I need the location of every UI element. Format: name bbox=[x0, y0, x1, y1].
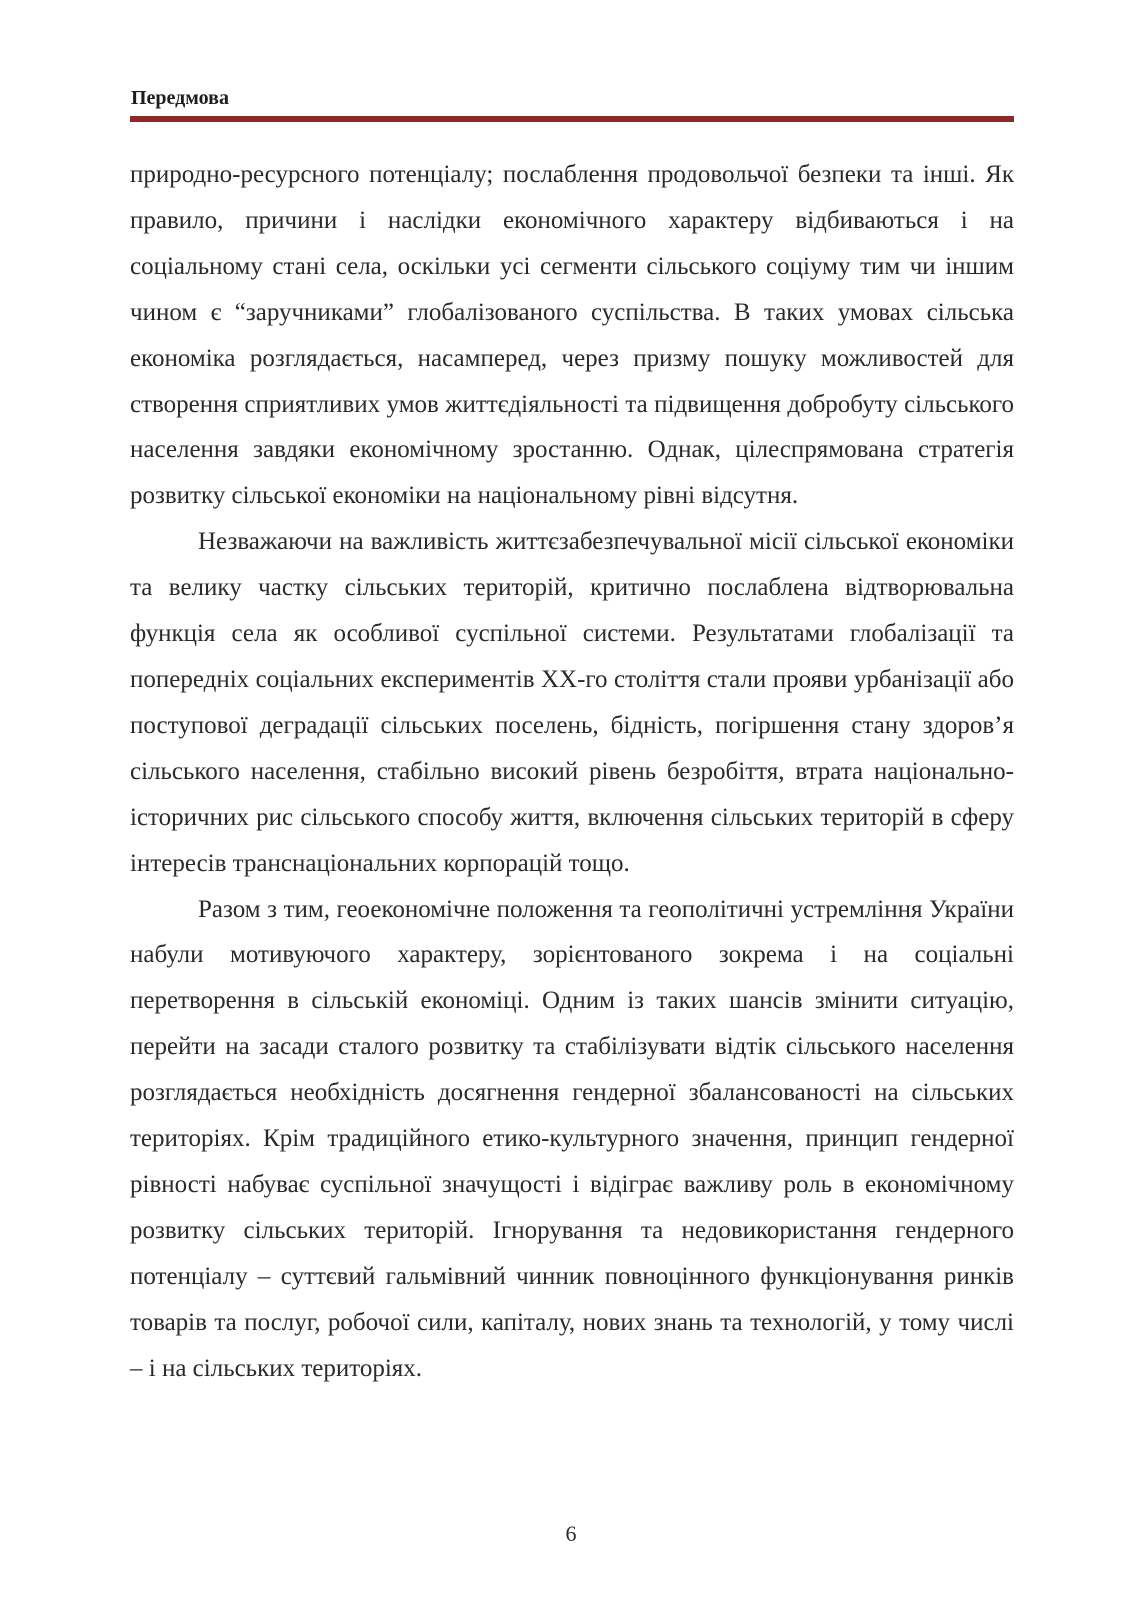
running-header: Передмова bbox=[131, 87, 229, 109]
paragraph-2: Незважаючи на важливість життєзабезпечувальної місії сільської економіки та велику частку сільських територій, критично послаблена відтворювальна функція села як особливої суспільної системи. Результатами глобалізації та попередніх соціальних експериментів ХХ-го століття стали прояви урбанізації або поступової деградації сільських поселень, бідність, погіршення стану здоров’я сільського населення, стабільно високий рівень безробіття, втрата національно-історичних рис сільського способу життя, включення сільських територій в сферу інтересів транснаціональних корпорацій тощо. bbox=[130, 528, 1014, 877]
paragraph-1: природно-ресурсного потенціалу; послаблення продовольчої безпеки та інші. Як правило, причини і наслідки економічного характеру відбиваються і на соціальному стані села, оскільки усі сегменти сільського соціуму тим чи іншим чином є “заручниками” глобалізованого суспільства. В таких умовах сільська економіка розглядається, насамперед, через призму пошуку можливостей для створення сприятливих умов життєдіяльності та підвищення добробуту сільського населення завдяки економічному зростанню. Однак, цілеспрямована стратегія розвитку сільської економіки на національному рівні відсутня. bbox=[130, 161, 1014, 510]
body-text bbox=[130, 152, 1014, 1391]
page-number: 6 bbox=[565, 1521, 577, 1546]
header-rule bbox=[130, 116, 1014, 122]
paragraph-3: Разом з тим, геоекономічне положення та геополітичні устремління України набули мотивуючого характеру, зорієнтованого зокрема і на соціальні перетворення в сільській економіці. Одним із таких шансів змінити ситуацію, перейти на засади сталого розвитку та стабілізувати відтік сільського населення розглядається необхідність досягнення гендерної збалансованості на сільських територіях. Крім традиційного етико-культурного значення, принцип гендерної рівності набуває суспільної значущості і відіграє важливу роль в економічному розвитку сільських територій. Ігнорування та недовикористання гендерного потенціалу – суттєвий гальмівний чинник повноцінного функціонування ринків товарів та послуг, робочої сили, капіталу, нових знань та технологій, у тому числі – і на сільських територіях. bbox=[130, 895, 1014, 1382]
